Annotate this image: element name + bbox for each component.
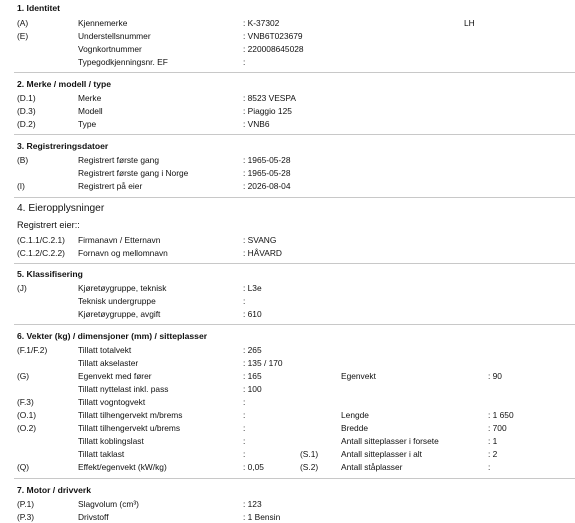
- field-label-right: Antall ståplasser: [341, 462, 403, 472]
- field-value: : SVANG: [243, 235, 277, 245]
- field-code: (E): [17, 31, 29, 41]
- field-label: Drivstoff: [78, 512, 109, 522]
- section-divider: [14, 197, 575, 198]
- field-code: (O.1): [17, 410, 37, 420]
- section-heading-motor: 7. Motor / drivverk: [17, 485, 92, 495]
- field-value: : Piaggio 125: [243, 106, 292, 116]
- field-label: Type: [78, 119, 97, 129]
- field-value: : HÅVARD: [243, 248, 282, 258]
- field-value-right: : 2: [488, 449, 498, 459]
- field-value: :: [243, 57, 246, 67]
- field-value: : 100: [243, 384, 262, 394]
- field-value: : 135 / 170: [243, 358, 283, 368]
- field-label-right: Bredde: [341, 423, 369, 433]
- field-code: (P.3): [17, 512, 35, 522]
- field-code: (D.1): [17, 93, 36, 103]
- field-label: Tillatt koblingslast: [78, 436, 144, 446]
- field-label-right: Antall sitteplasser i alt: [341, 449, 422, 459]
- field-value: : 2026-08-04: [243, 181, 291, 191]
- field-code: (I): [17, 181, 25, 191]
- section-heading-identitet: 1. Identitet: [17, 3, 60, 13]
- field-value: :: [243, 449, 246, 459]
- field-value: :: [243, 397, 246, 407]
- section-divider: [14, 263, 575, 264]
- field-label: Fornavn og mellomnavn: [78, 248, 168, 258]
- section-divider: [14, 478, 575, 479]
- field-value: : 220008645028: [243, 44, 304, 54]
- field-extra: LH: [464, 18, 475, 28]
- field-code: (C.1.2/C.2.2): [17, 248, 65, 258]
- field-code: (G): [17, 371, 30, 381]
- field-value: : L3e: [243, 283, 262, 293]
- field-value-right: : 1: [488, 436, 498, 446]
- field-value: : 1965-05-28: [243, 155, 291, 165]
- field-label: Tillatt vogntogvekt: [78, 397, 146, 407]
- field-value-right: : 90: [488, 371, 502, 381]
- field-value: : VNB6: [243, 119, 270, 129]
- field-label: Vognkortnummer: [78, 44, 142, 54]
- field-label-right: Antall sitteplasser i forsete: [341, 436, 439, 446]
- section-heading-registreringsdatoer: 3. Registreringsdatoer: [17, 141, 109, 151]
- field-label: Effekt/egenvekt (kW/kg): [78, 462, 167, 472]
- field-code: (C.1.1/C.2.1): [17, 235, 65, 245]
- field-value: : VNB6T023679: [243, 31, 303, 41]
- field-label-right: Lengde: [341, 410, 369, 420]
- field-code: (F.3): [17, 397, 34, 407]
- field-label: Tillatt totalvekt: [78, 345, 132, 355]
- field-label: Modell: [78, 106, 103, 116]
- field-value-right: :: [488, 462, 491, 472]
- field-code: (D.2): [17, 119, 36, 129]
- field-code: (O.2): [17, 423, 37, 433]
- field-label: Firmanavn / Etternavn: [78, 235, 161, 245]
- field-label: Tillatt taklast: [78, 449, 125, 459]
- field-code: (F.1/F.2): [17, 345, 48, 355]
- field-label: Registrert på eier: [78, 181, 143, 191]
- section-divider: [14, 134, 575, 135]
- field-value-right: : 1 650: [488, 410, 514, 420]
- field-label: Egenvekt med fører: [78, 371, 152, 381]
- section-heading-vekter: 6. Vekter (kg) / dimensjoner (mm) / sitteplasser: [17, 331, 208, 341]
- field-value: : 123: [243, 499, 262, 509]
- field-label: Tillatt akselaster: [78, 358, 139, 368]
- field-label-right: Egenvekt: [341, 371, 376, 381]
- section-divider: [14, 72, 575, 73]
- field-code: (P.1): [17, 499, 35, 509]
- field-value: : 1 Bensin: [243, 512, 281, 522]
- field-value: : 0,05: [243, 462, 264, 472]
- section-subheading: Registrert eier::: [17, 220, 80, 230]
- section-heading-merke: 2. Merke / modell / type: [17, 79, 112, 89]
- field-label: Kjøretøygruppe, avgift: [78, 309, 161, 319]
- field-label: Tillatt tilhengervekt m/brems: [78, 410, 183, 420]
- field-label: Merke: [78, 93, 102, 103]
- field-value: : 1965-05-28: [243, 168, 291, 178]
- field-label: Kjennemerke: [78, 18, 128, 28]
- field-label: Registrert første gang: [78, 155, 159, 165]
- field-value: : 265: [243, 345, 262, 355]
- field-value: : 610: [243, 309, 262, 319]
- field-code: (Q): [17, 462, 30, 472]
- field-label: Typegodkjenningsnr. EF: [78, 57, 168, 67]
- field-value: : 8523 VESPA: [243, 93, 296, 103]
- field-value: : K-37302: [243, 18, 280, 28]
- field-value: :: [243, 410, 246, 420]
- field-label: Kjøretøygruppe, teknisk: [78, 283, 167, 293]
- field-label: Slagvolum (cm³): [78, 499, 139, 509]
- field-label: Teknisk undergruppe: [78, 296, 156, 306]
- field-label: Tillatt tilhengervekt u/brems: [78, 423, 181, 433]
- field-label: Tillatt nyttelast inkl. pass: [78, 384, 169, 394]
- field-label: Understellsnummer: [78, 31, 151, 41]
- field-label: Registrert første gang i Norge: [78, 168, 189, 178]
- field-code: (B): [17, 155, 29, 165]
- section-heading-klassifisering: 5. Klassifisering: [17, 269, 83, 279]
- section-divider: [14, 324, 575, 325]
- field-code: (J): [17, 283, 27, 293]
- field-code: (D.3): [17, 106, 36, 116]
- field-value-right: : 700: [488, 423, 507, 433]
- field-code: (A): [17, 18, 29, 28]
- field-code-right: (S.2): [300, 462, 319, 472]
- field-value: :: [243, 296, 246, 306]
- field-value: :: [243, 423, 246, 433]
- field-value: :: [243, 436, 246, 446]
- field-code-right: (S.1): [300, 449, 319, 459]
- section-heading-eieropplysninger: 4. Eieropplysninger: [17, 203, 105, 214]
- field-value: : 165: [243, 371, 262, 381]
